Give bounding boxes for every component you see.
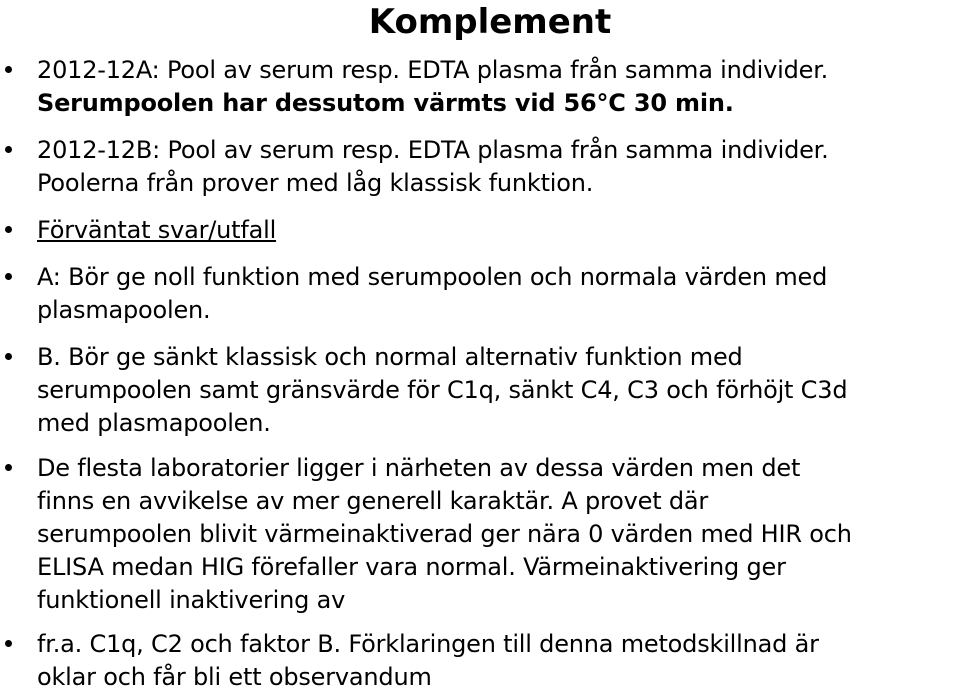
- bullet-line: 2012-12B: Pool av serum resp. EDTA plasma från samma individer.: [37, 136, 829, 164]
- bullet-text: [37, 134, 960, 200]
- bullet-text: [37, 452, 960, 617]
- bullet-line: serumpoolen samt gränsvärde för C1q, sänkt C4, C3 och förhöjt C3d: [37, 376, 848, 404]
- bullet-line: 2012-12A: Pool av serum resp. EDTA plasma från samma individer.: [37, 56, 829, 84]
- bullet-line: finns en avvikelse av mer generell karaktär. A provet där: [37, 487, 709, 515]
- bullet-line: De flesta laboratorier ligger i närheten av dessa värden men det: [37, 454, 801, 482]
- bullet-dot-icon: [5, 353, 12, 360]
- bullet-line: B. Bör ge sänkt klassisk och normal alternativ funktion med: [37, 343, 743, 371]
- bullet-line: Förväntat svar/utfall: [37, 216, 277, 244]
- bullet-text: [37, 54, 960, 120]
- bullet-text: [37, 214, 960, 247]
- bullet-line: A: Bör ge noll funktion med serumpoolen och normala värden med: [37, 263, 828, 291]
- bullet-line: fr.a. C1q, C2 och faktor B. Förklaringen till denna metodskillnad är: [37, 630, 819, 658]
- bullet-dot-icon: [5, 66, 12, 73]
- bullet-line: plasmapoolen.: [37, 296, 211, 324]
- bullet-line: ELISA medan HIG förefaller vara normal. Värmeinaktivering ger: [37, 553, 786, 581]
- bullet-line: Poolerna från prover med låg klassisk funktion.: [37, 169, 594, 197]
- page-title: Komplement: [368, 2, 612, 42]
- bullet-dot-icon: [5, 640, 12, 647]
- bullet-text: [37, 628, 960, 694]
- bullet-dot-icon: [5, 146, 12, 153]
- bullet-text: [37, 261, 960, 327]
- bullet-dot-icon: [5, 273, 12, 280]
- bullet-dot-icon: [5, 464, 12, 471]
- bullet-dot-icon: [5, 226, 12, 233]
- bullet-line: serumpoolen blivit värmeinaktiverad ger nära 0 värden med HIR och: [37, 520, 852, 548]
- bullet-text: [37, 341, 960, 440]
- bullet-line: funktionell inaktivering av: [37, 586, 346, 614]
- bullet-line: Serumpoolen har dessutom värmts vid 56°C 30 min.: [37, 89, 734, 117]
- bullet-line: med plasmapoolen.: [37, 409, 271, 437]
- bullet-line: oklar och får bli ett observandum: [37, 663, 432, 691]
